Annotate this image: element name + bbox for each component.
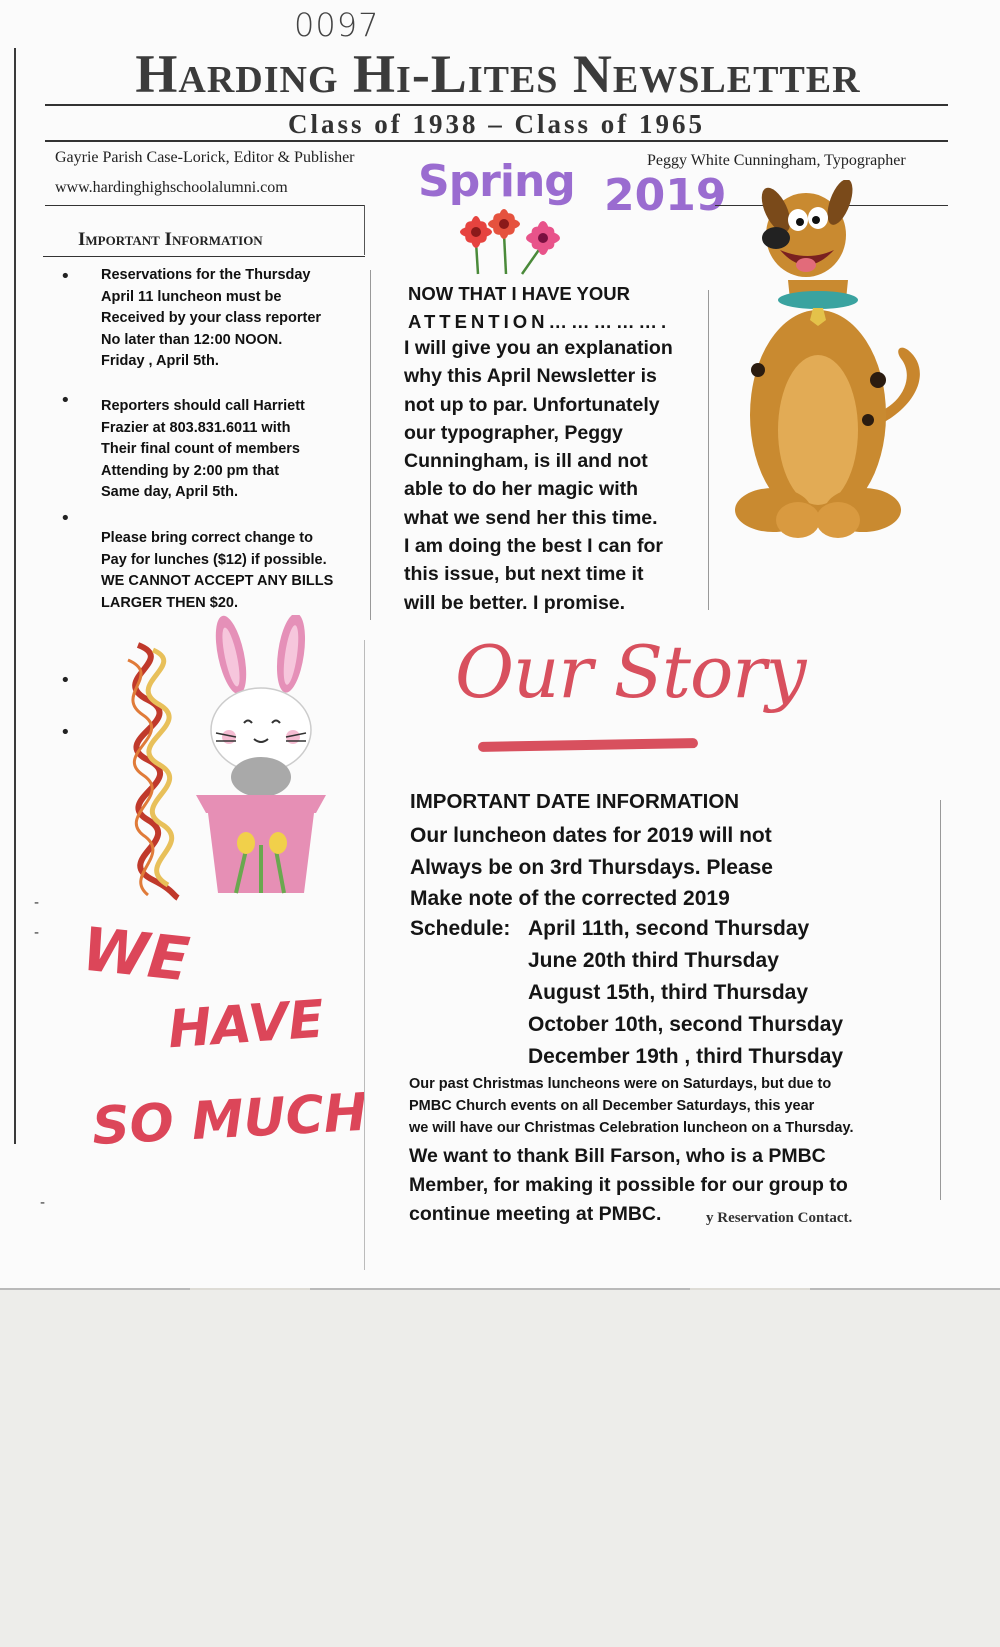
info-item-reporters: Reporters should call Harriett Frazier at 803.831.6011 with Their final count of members Attending by 2:00 pm that Same day, April 5th.	[101, 398, 305, 500]
title-rule	[45, 104, 948, 106]
schedule-item: October 10th, second Thursday	[528, 1013, 844, 1036]
column-divider-left	[370, 270, 371, 620]
schedule-item: August 15th, third Thursday	[528, 981, 809, 1004]
typographer-credit: Peggy White Cunningham, Typographer	[647, 152, 906, 169]
bullet-icon: •	[60, 670, 71, 691]
bunny-illustration	[196, 615, 336, 895]
dog-frame-line	[708, 290, 709, 610]
our-story-title: Our Story	[455, 630, 806, 714]
flowers-illustration	[448, 208, 573, 276]
bullet-icon: •	[60, 508, 71, 529]
margin-dash: -	[34, 895, 40, 911]
schedule-item: December 19th , third Thursday	[528, 1045, 844, 1068]
schedule-label: Schedule:	[410, 917, 511, 940]
story-underline	[478, 738, 698, 752]
issue-season: Spring	[418, 156, 575, 207]
class-years: Class of 1938 – Class of 1965	[287, 109, 705, 139]
schedule-item: April 11th, second Thursday	[528, 917, 810, 940]
info-item-reservations: Reservations for the Thursday April 11 luncheon must be Received by your class reporter No later than 12:00 NOON. Friday , April 5th.	[101, 267, 322, 369]
date-info-heading: IMPORTANT DATE INFORMATION	[410, 790, 740, 813]
info-title-rule	[43, 256, 365, 257]
website-link[interactable]: www.hardinghighschoolalumni.com	[55, 179, 288, 196]
info-item-payment: Please bring correct change to Pay for lunches ($12) if possible. WE CANNOT ACCEPT ANY BILLS LARGER THEN $20.	[101, 530, 334, 611]
column-divider-top	[364, 205, 365, 255]
column-divider-bottom	[364, 640, 365, 1270]
bullet-icon: •	[60, 266, 71, 287]
streamers-illustration	[118, 640, 190, 902]
schedule-item: June 20th third Thursday	[528, 949, 779, 972]
issue-year: 2019	[604, 170, 727, 221]
editor-credit: Gayrie Parish Case-Lorick, Editor & Publisher	[55, 149, 355, 166]
left-border	[14, 48, 16, 1144]
date-frame-line	[940, 800, 941, 1200]
thanks-paragraph: We want to thank Bill Farson, who is a PMBC Member, for making it possible for our group to continue meeting at PMBC.	[409, 1145, 848, 1225]
scan-background	[0, 1290, 1000, 1647]
bullet-icon: •	[60, 390, 71, 411]
important-info-title: Important Information	[78, 229, 263, 250]
margin-dash: -	[40, 1195, 46, 1211]
christmas-note: Our past Christmas luncheons were on Saturdays, but due to PMBC Church events on all December Saturdays, this year we will have our Christmas Celebration luncheon on a Thursday.	[409, 1076, 854, 1136]
header-rule-left	[45, 205, 365, 206]
we-have-line3: SO MUCH	[90, 1082, 369, 1158]
cut-off-text: y Reservation Contact.	[706, 1210, 853, 1226]
class-rule	[45, 140, 948, 142]
we-have-line1: WE	[78, 914, 193, 996]
attention-body: I will give you an explanation why this April Newsletter is not up to par. Unfortunately our typographer, Peggy Cunningham, is ill and not able to do her magic with what we send her this time. I am doing the best I can for this issue, but next time it will be better. I promise.	[404, 337, 673, 614]
dog-illustration	[718, 180, 933, 550]
margin-dash: -	[34, 925, 40, 941]
newsletter-title: Harding Hi-Lites Newsletter	[135, 44, 861, 104]
date-info-intro: Our luncheon dates for 2019 will not Always be on 3rd Thursdays. Please Make note of the corrected 2019	[410, 824, 773, 910]
bullet-icon: •	[60, 722, 71, 743]
handwritten-mark: 0097	[294, 6, 380, 44]
attention-heading: NOW THAT I HAVE YOUR ATTENTION…………….	[408, 283, 671, 332]
we-have-line2: HAVE	[166, 989, 326, 1061]
